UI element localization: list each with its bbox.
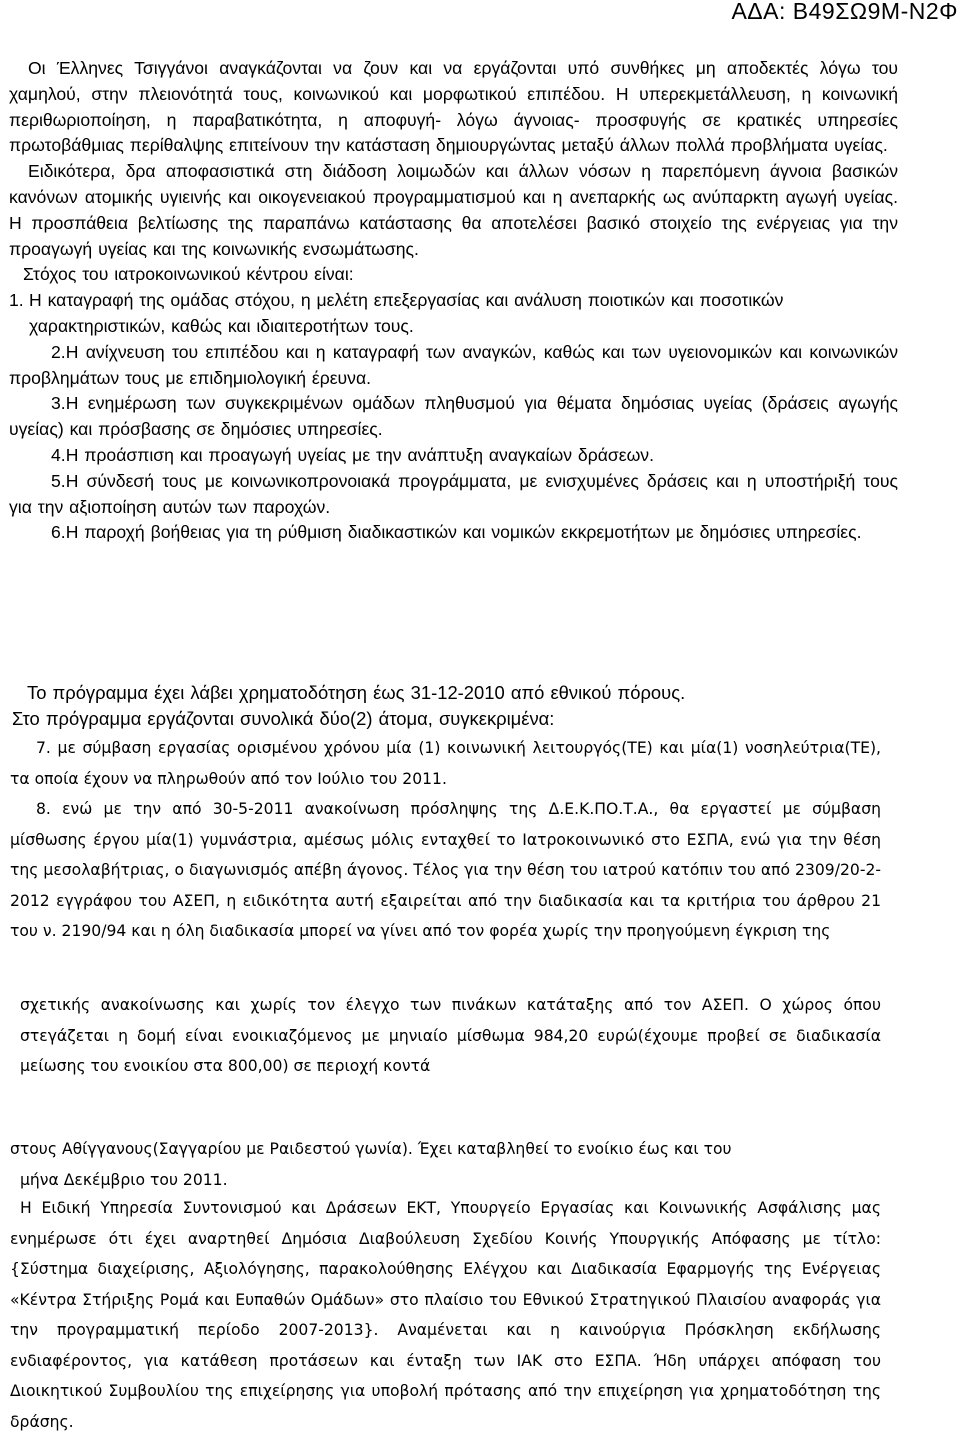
staff-item	[10, 794, 881, 947]
goal-item	[9, 520, 898, 546]
intro-paragraph-1: Οι Έλληνες Τσιγγάνοι αναγκάζονται να ζουν και να εργάζονται υπό συνθήκες μη αποδεκτές λόγω του χαμηλού, στην πλειονότητά τους, κοινωνικού και μορφωτικού επιπέδου. Η υπερεκμετάλλευση, η κοινωνική περιθωριοποίηση, η παραβατικότητα, η αποφυγή- λόγω άγνοιας- προσφυγής σε κρατικές υπηρεσίες πρωτοβάθμιας περίθαλψης επιτείνουν την κατάσταση δημιουργώντας μεταξύ άλλων πολλά προβλήματα υγείας.	[9, 58, 898, 156]
continuation-block-2	[10, 1134, 900, 1195]
goal-number: 6.	[51, 522, 66, 543]
goal-text: Η προάσπιση και προαγωγή υγείας με την ανάπτυξη αναγκαίων δράσεων.	[65, 444, 654, 465]
staff-text: με σύμβαση εργασίας ορισμένου χρόνου μία (1) κοινωνική λειτουργός(ΤΕ) και μία(1) νοσηλεύτρια(ΤΕ), τα οποία έχουν να πληρωθούν από τον Ιούλιο του 2011.	[10, 739, 881, 788]
staff-text: ενώ με την από 30-5-2011 ανακοίνωση πρόσληψης της Δ.Ε.Κ.ΠΟ.Τ.Α., θα εργαστεί με σύμβαση μίσθωσης έργου μία(1) γυμνάστρια, αμέσως μόλις ενταχθεί το Ιατροκοινωνικό στο ΕΣΠΑ, ενώ για την θέση της μεσολαβήτριας, ο διαγωνισμός απέβη άγονος. Τέλος για την θέση του ιατρού κατόπιν του από 2309/20-2-2012 εγγράφου του ΑΣΕΠ, η ειδικότητα αυτή εξαιρείται από την διαδικασία και τα κριτήρια του άρθρου 21 του ν. 2190/94 και η όλη διαδικασία μπορεί να γίνει από τον φορέα χωρίς την προηγούμενη έγκριση της	[10, 800, 881, 940]
staff-number: 7.	[36, 739, 51, 757]
goal-item	[9, 391, 898, 443]
funding-block	[12, 680, 906, 732]
final-paragraph-block	[10, 1193, 881, 1437]
goal-number: 4.	[51, 444, 66, 465]
funding-line-1: Το πρόγραμμα έχει λάβει χρηματοδότηση έως 31-12-2010 από εθνικού πόρους.	[27, 682, 686, 703]
staff-item	[10, 733, 881, 794]
goal-item	[9, 443, 898, 469]
intro-paragraph-2: Ειδικότερα, δρα αποφασιστικά στη διάδοση λοιμωδών και άλλων νόσων η παρεπόμενη άγνοια βασικών κανόνων ατομικής υγιεινής και οικογενειακού προγραμματισμού και η ανεπαρκής ως ανύπαρκτη αγωγή υγείας. Η προσπάθεια βελτίωσης της παραπάνω κατάστασης θα αποτελέσει βασικό στοιχείο της ενέργειας για την προαγωγή υγείας και της κοινωνικής ενσωμάτωσης.	[9, 161, 898, 259]
goal-number: 1.	[9, 290, 24, 311]
continuation-line-1: στους Αθίγγανους(Σαγγαρίου με Ραιδεστού γωνία). Έχει καταβληθεί το ενοίκιο έως και του	[10, 1140, 732, 1158]
goal-number: 2.	[51, 341, 66, 362]
continuation-text-1: σχετικής ανακοίνωσης και χωρίς τον έλεγχο των πινάκων κατάταξης από τον ΑΣΕΠ. Ο χώρος όπου στεγάζεται η δομή είναι ενοικιαζόμενος με μηνιαίο μίσθωμα 984,20 ευρώ(έχουμε προβεί σε διαδικασία μείωσης του ενοικίου στα 800,00) σε περιοχή κοντά	[20, 996, 881, 1075]
final-paragraph: Η Ειδική Υπηρεσία Συντονισμού και Δράσεων ΕΚΤ, Υπουργείο Εργασίας και Κοινωνικής Ασφάλισης μας ενημέρωσε ότι έχει αναρτηθεί Δημόσια Διαβούλευση Σχεδίου Κοινής Υπουργικής Απόφασης με τίτλο: {Σύστημα διαχείρισης, Αξιολόγησης, παρακολούθησης Ελέγχου και Διαδικασία Εφαρμογής της Ενέργειας «Κέντρα Στήριξης Ρομά και Ευπαθών Ομάδων» στο πλαίσιο του Εθνικού Στρατηγικού Πλαισίου αναφοράς για την προγραμματική περίοδο 2007-2013}. Αναμένεται και η καινούργια Πρόσκληση εκδήλωσης ενδιαφέροντος, για κατάθεση προτάσεων και ένταξη των ΙΑΚ στο ΕΣΠΑ. Ήδη υπάρχει απόφαση του Διοικητικού Συμβουλίου της επιχείρησης για υποβολή πρότασης από την επιχείρηση για χρηματοδότηση της δράσης.	[10, 1199, 881, 1431]
goal-item	[9, 288, 898, 340]
funding-line-2: Στο πρόγραμμα εργάζονται συνολικά δύο(2) άτομα, συγκεκριμένα:	[12, 708, 555, 729]
goal-number: 3.	[51, 393, 66, 414]
goal-text: Η ανίχνευση του επιπέδου και η καταγραφή των αναγκών, καθώς και των υγειονομικών και κοινωνικών προβλημάτων τους με επιδημιολογική έρευνα.	[9, 341, 898, 388]
staff-block	[10, 733, 881, 947]
goal-item	[9, 469, 898, 521]
goal-text: Η παροχή βοήθειας για τη ρύθμιση διαδικαστικών και νομικών εκκρεμοτήτων με δημόσιες υπηρεσίες.	[65, 522, 862, 543]
goal-text: Η σύνδεσή τους με κοινωνικοπρονοιακά προγράμματα, με ενισχυμένες δράσεις και η υποστήριξή τους για την αξιοποίηση αυτών των παροχών.	[9, 470, 898, 517]
continuation-line-2: μήνα Δεκέμβριο του 2011.	[20, 1170, 228, 1189]
goals-heading: Στόχος του ιατροκοινωνικού κέντρου είναι:	[23, 264, 354, 285]
intro-block	[9, 56, 898, 546]
ada-code: ΑΔΑ: Β49ΣΩ9Μ-Ν2Φ	[731, 0, 958, 24]
goal-item	[9, 340, 898, 392]
goal-number: 5.	[51, 470, 66, 491]
continuation-block-1	[20, 990, 881, 1082]
goal-text: Η ενημέρωση των συγκεκριμένων ομάδων πληθυσμού για θέματα δημόσιας υγείας (δράσεις αγωγής υγείας) και πρόσβασης σε δημόσιες υπηρεσίες.	[9, 393, 898, 440]
staff-number: 8.	[36, 800, 51, 818]
goal-text: Η καταγραφή της ομάδας στόχου, η μελέτη επεξεργασίας και ανάλυση ποιοτικών και ποσοτικών χαρακτηριστικών, καθώς και ιδιαιτεροτήτων τους.	[29, 290, 784, 336]
